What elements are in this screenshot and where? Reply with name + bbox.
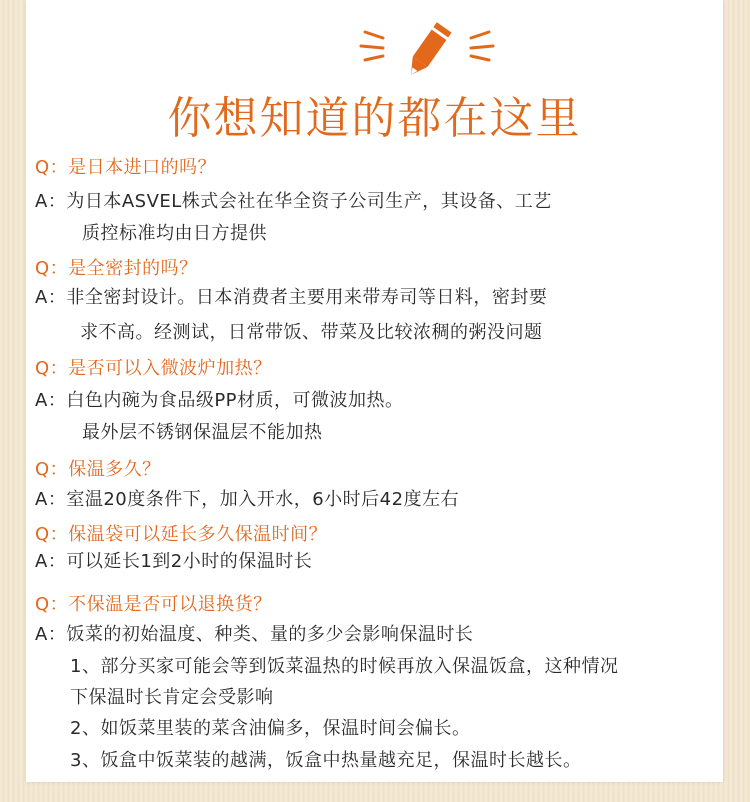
answer-text: 1、部分买家可能会等到饭菜温热的时候再放入保温饭盒，这种情况 [70,656,619,677]
faq-answer [35,283,547,309]
q-label: Q： [35,358,69,379]
question-text: 是否可以入微波炉加热？ [68,358,272,379]
faq-answer [35,386,404,412]
faq-question [35,520,327,546]
answer-text: 为日本ASVEL株式会社在华全资子公司生产，其设备、工艺 [66,191,552,212]
answer-text: 求不高。经测试，日常带饭、带菜及比较浓稠的粥没问题 [80,322,543,343]
question-text: 保温多久？ [68,459,161,480]
question-text: 不保温是否可以退换货？ [68,594,272,615]
a-label: A： [35,551,67,572]
page-title: 你想知道的都在这里 [167,93,582,144]
faq-answer [35,187,552,213]
answer-text: 白色内碗为食品级PP材质，可微波加热。 [66,390,404,411]
answer-text: 室温20度条件下，加入开水，6小时后42度左右 [66,489,460,510]
a-label: A： [35,624,67,645]
answer-text: 最外层不锈钢保温层不能加热 [82,422,323,443]
answer-text: 饭菜的初始温度、种类、量的多少会影响保温时长 [66,624,474,645]
q-label: Q： [35,594,69,615]
question-text: 是日本进口的吗？ [68,157,217,178]
answer-text: 非全密封设计。日本消费者主要用来带寿司等日料，密封要 [66,287,548,308]
answer-text: 3、饭盒中饭菜装的越满，饭盒中热量越充足，保温时长越长。 [70,750,582,771]
answer-text: 下保温时长肯定会受影响 [70,687,274,708]
answer-text: 2、如饭菜里装的菜含油偏多，保温时间会偏长。 [70,718,471,739]
faq-answer [35,620,473,646]
a-label: A： [35,191,67,212]
q-label: Q： [35,459,69,480]
faq-answer [35,485,459,511]
pencil-icon [359,22,495,82]
a-label: A： [35,287,67,308]
faq-answer [35,547,312,573]
question-text: 保温袋可以延长多久保温时间？ [68,524,328,545]
faq-card [26,0,723,782]
a-label: A： [35,390,67,411]
q-label: Q： [35,524,69,545]
answer-text: 可以延长1到2小时的保温时长 [66,551,313,572]
faq-question [35,254,198,280]
faq-question [35,590,272,616]
question-text: 是全密封的吗？ [68,258,198,279]
q-label: Q： [35,157,69,178]
a-label: A： [35,489,67,510]
faq-question [35,455,161,481]
faq-question [35,354,272,380]
answer-text: 质控标准均由日方提供 [82,223,267,244]
q-label: Q： [35,258,69,279]
faq-question [35,153,216,179]
